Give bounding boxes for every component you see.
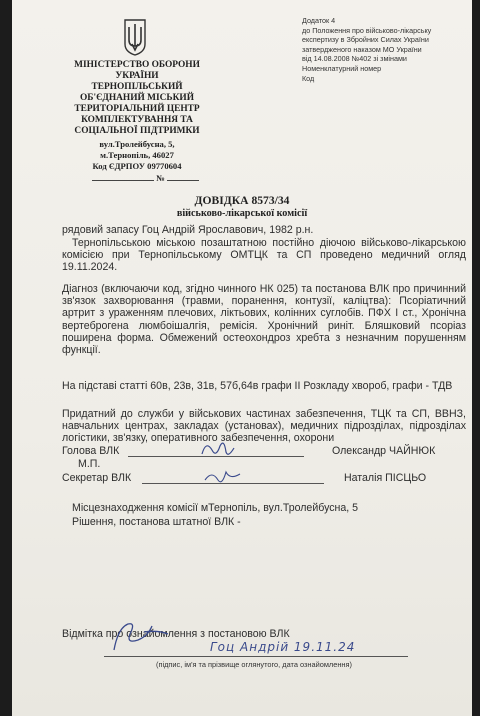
acknowledgement-caption: (підпис, ім'я та прізвище оглянутого, дата ознайомлення) (156, 660, 352, 669)
decision-line: Рішення, постанова штатної ВЛК - (72, 516, 241, 528)
organization-header (62, 60, 212, 172)
document-sheet (12, 0, 472, 716)
intro-paragraph: Тернопільською міською позаштатною постійно діючою військово-лікарською комісією при Тернопільському ОМТЦК та СП проведено медичний огляд 19.11.2024. (62, 237, 466, 274)
org-name-line: ТЕРИТОРІАЛЬНИЙ ЦЕНТР (74, 104, 200, 114)
annex-line: експертизу в Збройних Силах України (302, 35, 429, 45)
annex-line: від 14.08.2008 №402 зі змінами (302, 54, 407, 64)
annex-block (302, 16, 472, 83)
document-subtitle: військово-лікарської комісії (176, 208, 308, 219)
acknowledgement-label: Відмітка про ознайомлення з постановою ВЛК (62, 628, 290, 640)
verdict-paragraph: Придатний до служби у військових частинах забезпечення, ТЦК та СП, ВВНЗ, навчальних центрах, закладах (установах), медичних підрозділах, підрозділах логістики, зв'язку, оперативного забезпечення, охорони (62, 408, 466, 445)
acknowledgement-signature-line (104, 656, 408, 657)
secretary-name: Наталія ПІСЦЬО (344, 472, 427, 484)
head-name: Олександр ЧАЙНЮК (332, 445, 436, 457)
secretary-signature-icon (202, 466, 242, 488)
document-title: ДОВІДКА 8573/34 (194, 194, 290, 207)
acknowledgement-signature-icon (108, 620, 188, 656)
annex-line: Додаток 4 (302, 16, 336, 25)
org-address-line: м.Тернопіль, 46027 (100, 150, 174, 160)
trident-emblem-icon (122, 18, 148, 56)
basis-paragraph: На підставі статті 60в, 23в, 31в, 57б,64в графи ІІ Розкладу хвороб, графи - ТДВ (62, 380, 453, 392)
registration-line (92, 173, 199, 183)
location-line: Місцезнаходження комісії мТернопіль, вул.Тролейбусна, 5 (72, 502, 359, 514)
annex-line: до Положення про військово-лікарську (302, 25, 432, 35)
annex-line: Код (302, 73, 315, 83)
annex-line: Номенклатурний номер (302, 63, 382, 73)
annex-line: затвердженого наказом МО України (302, 44, 422, 54)
org-address-line: Код ЄДРПОУ 09770604 (92, 161, 182, 171)
head-label: Голова ВЛК (62, 445, 120, 457)
org-name-line: КОМПЛЕКТУВАННЯ ТА (81, 115, 193, 125)
org-address-line: вул.Тролейбусна, 5, (99, 139, 175, 149)
diagnosis-paragraph: Діагноз (включаючи код, згідно чинного НК 025) та постанова ВЛК про причинний зв'язок захворювання (травми, поранення, контузії, каліцтва): Псоріатичний артрит з ураженням плечових, ліктьових, колінних суглобів. ПФХ І ст., Хронічна вертеброгена люмбоішалгія, ремісія. Хронічний риніт. Бляшковий псоріаз поширена форма. Обмежений остеохондроз хребта з незначним порушенням функції. (62, 283, 466, 357)
reg-number-label: № (156, 173, 165, 183)
head-signature-icon (198, 438, 238, 460)
org-name-line: МІНІСТЕРСТВО ОБОРОНИ (74, 60, 200, 70)
org-name-line: УКРАЇНИ (115, 71, 159, 81)
org-name-line: СОЦІАЛЬНОЇ ПІДТРИМКИ (74, 126, 200, 136)
secretary-label: Секретар ВЛК (62, 472, 132, 484)
person-line: рядовий запасу Гоц Андрій Ярославович, 1982 р.н. (62, 224, 314, 236)
reg-date-blank (92, 180, 154, 181)
org-name-line: ОБ'ЄДНАНИЙ МІСЬКИЙ (79, 93, 195, 103)
reg-number-blank (167, 180, 199, 181)
acknowledgement-handwritten: Гоц Андрій 19.11.24 (210, 640, 356, 654)
org-name-line: ТЕРНОПІЛЬСЬКИЙ (91, 82, 183, 92)
stamp-label: М.П. (78, 458, 101, 470)
